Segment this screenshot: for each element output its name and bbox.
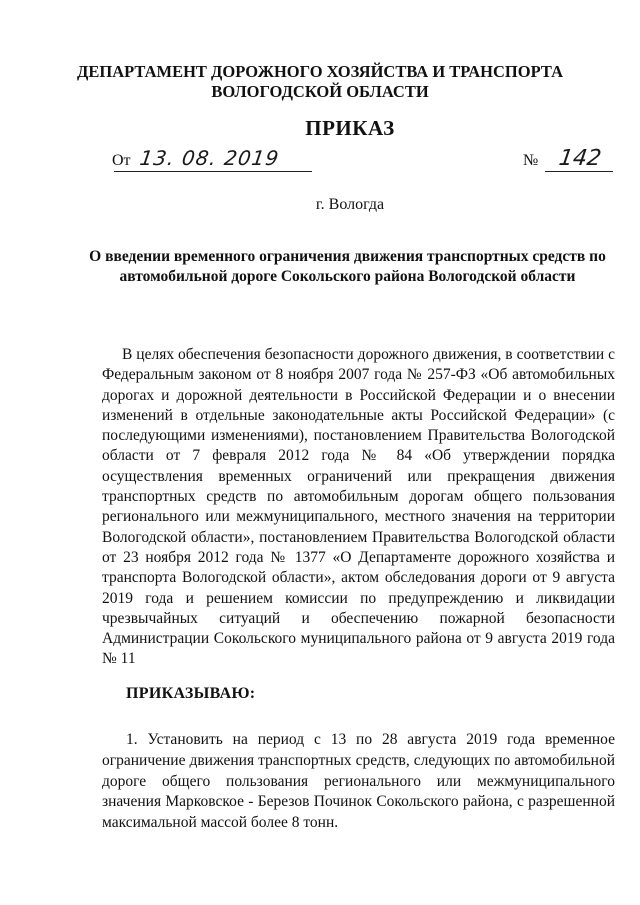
subject-line2: автомобильной дороге Сокольского района Вологодской области [119, 268, 576, 285]
order-item-1: 1. Установить на период с 13 по 28 августа 2019 года временное ограничение движения транспортных средств, следующих по автомобильной дороге общего пользования регионального или межмуниципального значения Марковское - Березов Починок Сокольского района, с разрешенной максимальной массой более 8 тонн. [102, 731, 615, 832]
date-handwritten: 13. 08. 2019 [138, 146, 281, 170]
date-prefix: От [112, 152, 131, 169]
subject-line1: О введении временного ограничения движения транспортных средств по [89, 248, 606, 265]
number-sign: № [523, 152, 539, 169]
number-field [523, 148, 613, 176]
date-field [112, 148, 312, 176]
preamble-paragraph: В целях обеспечения безопасности дорожного движения, в соответствии с Федеральным законом от 8 ноября 2007 года № 257-ФЗ «Об автомобильных дорогах и дорожной деятельности в Российской Федерации и о внесении изменений в отдельные законодательные акты Российской Федерации» (с последующими изменениями), постановлением Правительства Вологодской области от 7 февраля 2012 года № 84 «Об утверждении порядка осуществления временных ограничений или прекращения движения транспортных средств по автомобильным дорогам общего пользования регионального или межмуниципального, местного значения на территории Вологодской области», постановлением Правительства Вологодской области от 23 ноября 2012 года № 1377 «О Департаменте дорожного хозяйства и транспорта Вологодской области», актом обследования дороги от 9 августа 2019 года и решением комиссии по предупреждению и ликвидации чрезвычайных ситуаций и обеспечению пожарной безопасности Администрации Сокольского муниципального района от 9 августа 2019 года № 11 [102, 346, 615, 668]
department-header [60, 62, 580, 102]
department-name-line1: ДЕПАРТАМЕНТ ДОРОЖНОГО ХОЗЯЙСТВА И ТРАНСПОРТА [77, 62, 563, 81]
order-items [102, 730, 615, 834]
department-name-line2: ВОЛОГОДСКОЙ ОБЛАСТИ [211, 82, 429, 101]
order-title: ПРИКАЗ [305, 116, 395, 140]
preamble-section [102, 345, 615, 670]
city-name: г. Вологда [315, 196, 385, 213]
number-underline [545, 171, 613, 172]
date-underline [114, 171, 312, 172]
decree-heading: ПРИКАЗЫВАЮ: [126, 685, 256, 702]
number-handwritten: 142 [557, 146, 603, 171]
order-subject [80, 247, 615, 287]
